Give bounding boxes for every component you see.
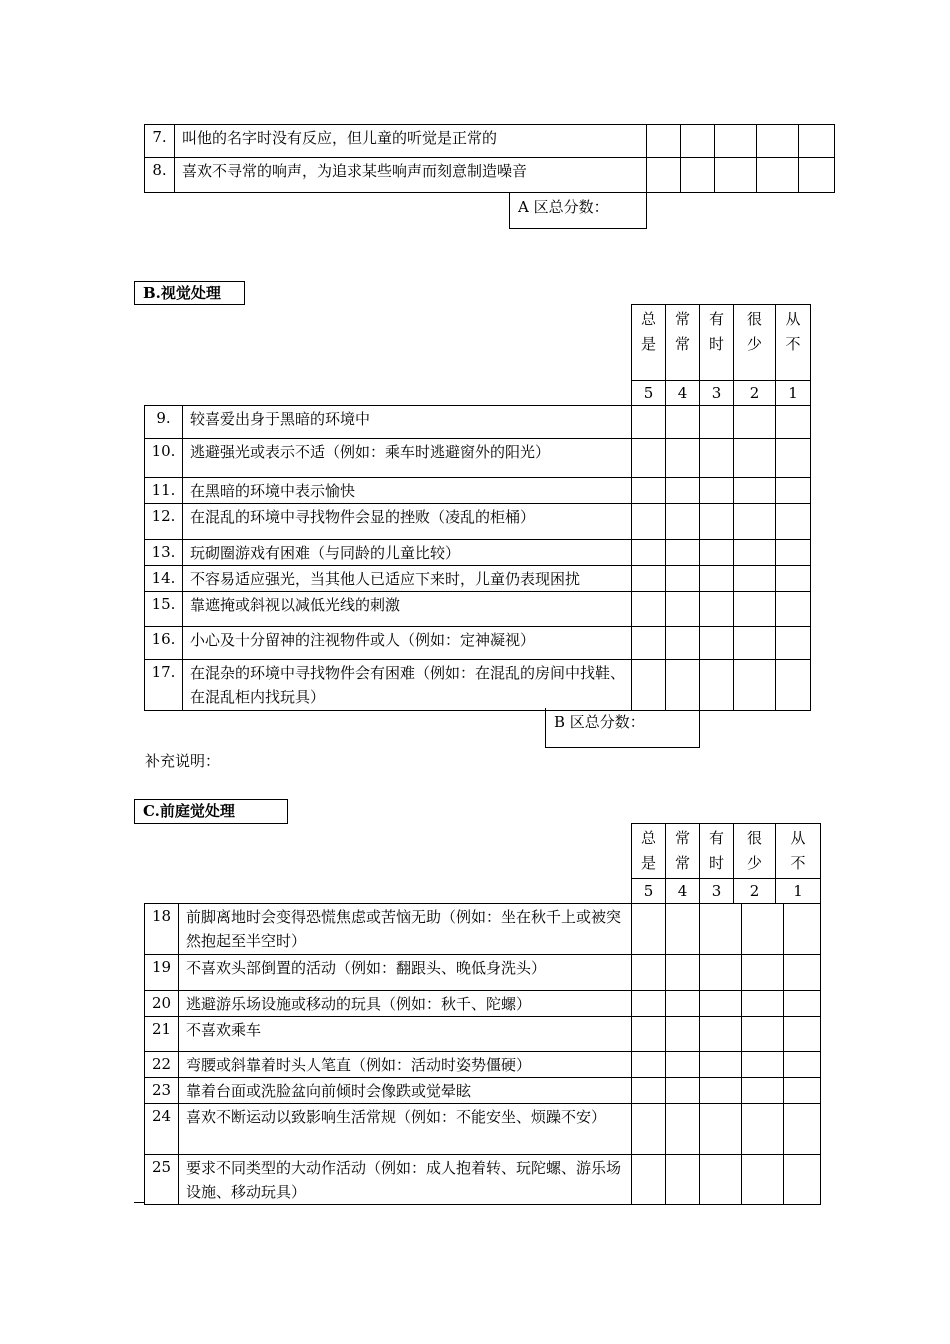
score-cell[interactable] xyxy=(632,991,666,1017)
item-number: 9. xyxy=(145,406,183,439)
item-number: 7. xyxy=(145,125,175,158)
score-cell[interactable] xyxy=(632,1155,666,1205)
item-number: 24 xyxy=(145,1104,179,1155)
item-number: 13. xyxy=(145,540,183,566)
item-text: 要求不同类型的大动作活动（例如：成人抱着转、玩陀螺、游乐场设施、移动玩具） xyxy=(179,1155,632,1205)
header-never: 从 不 xyxy=(776,305,811,381)
score-cell[interactable] xyxy=(632,660,666,711)
score-cell[interactable] xyxy=(700,1078,742,1104)
item-text: 逃避游乐场设施或移动的玩具（例如：秋千、陀螺） xyxy=(179,991,632,1017)
item-number: 20 xyxy=(145,991,179,1017)
score-2: 2 xyxy=(734,381,776,406)
item-text: 喜欢不断运动以致影响生活常规（例如：不能安坐、烦躁不安） xyxy=(179,1104,632,1155)
item-text: 在混乱的环境中寻找物件会显的挫败（凌乱的柜桶） xyxy=(183,504,632,540)
item-number: 10. xyxy=(145,439,183,478)
section-b-total-label: B 区总分数： xyxy=(554,713,645,731)
table-row xyxy=(145,1155,821,1205)
score-cell[interactable] xyxy=(700,1104,742,1155)
item-text: 叫他的名字时没有反应，但儿童的听觉是正常的 xyxy=(175,125,647,158)
score-cell[interactable] xyxy=(799,125,835,158)
table-row xyxy=(145,125,835,158)
item-number: 22 xyxy=(145,1052,179,1078)
score-cell[interactable] xyxy=(700,566,734,592)
score-cell[interactable] xyxy=(784,1052,821,1078)
item-number: 19 xyxy=(145,955,179,991)
section-c-header xyxy=(631,823,821,904)
item-text: 玩砌圈游戏有困难（与同龄的儿童比较） xyxy=(183,540,632,566)
table-row xyxy=(145,478,811,504)
score-cell[interactable] xyxy=(666,660,700,711)
score-cell[interactable] xyxy=(647,125,681,158)
score-cell[interactable] xyxy=(776,660,811,711)
score-cell[interactable] xyxy=(666,1104,700,1155)
score-cell[interactable] xyxy=(700,955,742,991)
score-cell[interactable] xyxy=(666,1155,700,1205)
score-cell[interactable] xyxy=(734,592,776,627)
score-cell[interactable] xyxy=(666,904,700,955)
score-cell[interactable] xyxy=(666,1017,700,1052)
table-row xyxy=(145,1052,821,1078)
score-cell[interactable] xyxy=(632,592,666,627)
score-1: 1 xyxy=(776,381,811,406)
header-sometimes: 有 时 xyxy=(700,305,734,381)
score-cell[interactable] xyxy=(700,991,742,1017)
table-row xyxy=(145,955,821,991)
score-cell[interactable] xyxy=(776,504,811,540)
item-text: 逃避强光或表示不适（例如：乘车时逃避窗外的阳光） xyxy=(183,439,632,478)
score-cell[interactable] xyxy=(700,504,734,540)
score-cell[interactable] xyxy=(784,904,821,955)
score-cell[interactable] xyxy=(666,478,700,504)
item-number: 25 xyxy=(145,1155,179,1205)
score-cell[interactable] xyxy=(700,1017,742,1052)
score-cell[interactable] xyxy=(700,592,734,627)
score-cell[interactable] xyxy=(666,504,700,540)
item-text: 不容易适应强光，当其他人已适应下来时，儿童仍表现困扰 xyxy=(183,566,632,592)
section-b-total[interactable] xyxy=(545,708,700,748)
score-cell[interactable] xyxy=(776,592,811,627)
score-cell[interactable] xyxy=(784,991,821,1017)
score-cell[interactable] xyxy=(632,540,666,566)
score-cell[interactable] xyxy=(632,566,666,592)
header-rarely: 很 少 xyxy=(734,824,776,879)
score-cell[interactable] xyxy=(734,504,776,540)
score-cell[interactable] xyxy=(632,406,666,439)
score-cell[interactable] xyxy=(742,904,784,955)
score-cell[interactable] xyxy=(666,991,700,1017)
table-row xyxy=(145,566,811,592)
score-cell[interactable] xyxy=(734,540,776,566)
score-cell[interactable] xyxy=(632,1078,666,1104)
score-cell[interactable] xyxy=(742,1104,784,1155)
score-cell[interactable] xyxy=(742,1078,784,1104)
score-cell[interactable] xyxy=(666,566,700,592)
section-b-header xyxy=(631,304,811,406)
table-row xyxy=(145,660,811,711)
score-cell[interactable] xyxy=(742,991,784,1017)
item-number: 8. xyxy=(145,158,175,193)
score-cell[interactable] xyxy=(700,627,734,660)
score-cell[interactable] xyxy=(666,1078,700,1104)
item-text: 靠着台面或洗脸盆向前倾时会像跌或觉晕眩 xyxy=(179,1078,632,1104)
score-cell[interactable] xyxy=(700,439,734,478)
header-always: 总 是 xyxy=(632,305,666,381)
score-cell[interactable] xyxy=(700,1155,742,1205)
score-cell[interactable] xyxy=(742,955,784,991)
score-cell[interactable] xyxy=(700,478,734,504)
header-sometimes: 有 时 xyxy=(700,824,734,879)
score-cell[interactable] xyxy=(700,904,742,955)
score-cell[interactable] xyxy=(784,1104,821,1155)
score-cell[interactable] xyxy=(632,627,666,660)
score-cell[interactable] xyxy=(776,406,811,439)
item-text: 不喜欢乘车 xyxy=(179,1017,632,1052)
page-edge-line xyxy=(134,1202,144,1203)
section-a-total-label: A 区总分数： xyxy=(518,198,609,216)
score-cell[interactable] xyxy=(757,125,799,158)
score-cell[interactable] xyxy=(757,158,799,193)
section-c-table xyxy=(144,903,821,1205)
table-row xyxy=(145,991,821,1017)
score-4: 4 xyxy=(666,879,700,904)
score-cell[interactable] xyxy=(742,1052,784,1078)
score-cell[interactable] xyxy=(784,1155,821,1205)
table-row xyxy=(145,540,811,566)
score-cell[interactable] xyxy=(666,439,700,478)
item-number: 23 xyxy=(145,1078,179,1104)
table-row xyxy=(145,504,811,540)
score-cell[interactable] xyxy=(734,566,776,592)
score-1: 1 xyxy=(776,879,821,904)
table-row xyxy=(145,406,811,439)
score-cell[interactable] xyxy=(776,439,811,478)
header-often: 常 常 xyxy=(666,305,700,381)
score-cell[interactable] xyxy=(700,406,734,439)
item-number: 12. xyxy=(145,504,183,540)
score-cell[interactable] xyxy=(700,540,734,566)
score-3: 3 xyxy=(700,381,734,406)
score-cell[interactable] xyxy=(666,406,700,439)
score-cell[interactable] xyxy=(776,478,811,504)
score-cell[interactable] xyxy=(647,158,681,193)
item-number: 15. xyxy=(145,592,183,627)
score-cell[interactable] xyxy=(734,660,776,711)
table-row xyxy=(145,158,835,193)
table-row xyxy=(145,904,821,955)
score-cell[interactable] xyxy=(632,1104,666,1155)
score-cell[interactable] xyxy=(681,125,715,158)
item-text: 前脚离地时会变得恐慌焦虑或苦恼无助（例如：坐在秋千上或被突然抱起至半空时） xyxy=(179,904,632,955)
score-cell[interactable] xyxy=(776,566,811,592)
score-cell[interactable] xyxy=(734,478,776,504)
score-cell[interactable] xyxy=(799,158,835,193)
score-4: 4 xyxy=(666,381,700,406)
score-cell[interactable] xyxy=(715,125,757,158)
item-text: 弯腰或斜靠着时头人笔直（例如：活动时姿势僵硬） xyxy=(179,1052,632,1078)
section-a-total[interactable] xyxy=(509,193,647,229)
item-number: 16. xyxy=(145,627,183,660)
score-cell[interactable] xyxy=(681,158,715,193)
table-row xyxy=(145,592,811,627)
item-text: 在混杂的环境中寻找物件会有困难（例如：在混乱的房间中找鞋、在混乱柜内找玩具） xyxy=(183,660,632,711)
score-cell[interactable] xyxy=(632,478,666,504)
score-cell[interactable] xyxy=(632,955,666,991)
score-cell[interactable] xyxy=(784,1017,821,1052)
item-text: 靠遮掩或斜视以减低光线的刺激 xyxy=(183,592,632,627)
header-rarely: 很 少 xyxy=(734,305,776,381)
score-3: 3 xyxy=(700,879,734,904)
score-5: 5 xyxy=(632,879,666,904)
score-cell[interactable] xyxy=(632,1052,666,1078)
score-cell[interactable] xyxy=(666,955,700,991)
section-b-table xyxy=(144,405,811,711)
score-cell[interactable] xyxy=(776,540,811,566)
header-never: 从 不 xyxy=(776,824,821,879)
score-cell[interactable] xyxy=(734,627,776,660)
score-cell[interactable] xyxy=(632,1017,666,1052)
score-cell[interactable] xyxy=(666,592,700,627)
table-row xyxy=(145,1017,821,1052)
score-cell[interactable] xyxy=(632,439,666,478)
table-row xyxy=(145,627,811,660)
score-5: 5 xyxy=(632,381,666,406)
score-2: 2 xyxy=(734,879,776,904)
score-cell[interactable] xyxy=(715,158,757,193)
table-row xyxy=(145,1104,821,1155)
table-row xyxy=(145,1078,821,1104)
score-cell[interactable] xyxy=(776,627,811,660)
section-c-title: C.前庭觉处理 xyxy=(134,799,288,824)
header-often: 常 常 xyxy=(666,824,700,879)
item-number: 11. xyxy=(145,478,183,504)
item-text: 在黑暗的环境中表示愉快 xyxy=(183,478,632,504)
header-always: 总 是 xyxy=(632,824,666,879)
score-cell[interactable] xyxy=(666,627,700,660)
score-cell[interactable] xyxy=(632,904,666,955)
score-cell[interactable] xyxy=(734,406,776,439)
item-text: 小心及十分留神的注视物件或人（例如：定神凝视） xyxy=(183,627,632,660)
item-number: 14. xyxy=(145,566,183,592)
score-cell[interactable] xyxy=(742,1155,784,1205)
score-cell[interactable] xyxy=(666,540,700,566)
item-number: 21 xyxy=(145,1017,179,1052)
score-cell[interactable] xyxy=(784,955,821,991)
score-cell[interactable] xyxy=(700,660,734,711)
score-cell[interactable] xyxy=(734,439,776,478)
score-cell[interactable] xyxy=(784,1078,821,1104)
item-number: 17. xyxy=(145,660,183,711)
supplementary-note: 补充说明： xyxy=(145,752,221,770)
item-text: 喜欢不寻常的响声，为追求某些响声而刻意制造噪音 xyxy=(175,158,647,193)
score-cell[interactable] xyxy=(700,1052,742,1078)
table-row xyxy=(145,439,811,478)
item-text: 不喜欢头部倒置的活动（例如：翻跟头、晚低身洗头） xyxy=(179,955,632,991)
score-cell[interactable] xyxy=(632,504,666,540)
item-text: 较喜爱出身于黑暗的环境中 xyxy=(183,406,632,439)
score-cell[interactable] xyxy=(742,1017,784,1052)
item-number: 18 xyxy=(145,904,179,955)
score-cell[interactable] xyxy=(666,1052,700,1078)
section-b-title: B.视觉处理 xyxy=(134,281,245,305)
section-a-table xyxy=(144,124,835,193)
